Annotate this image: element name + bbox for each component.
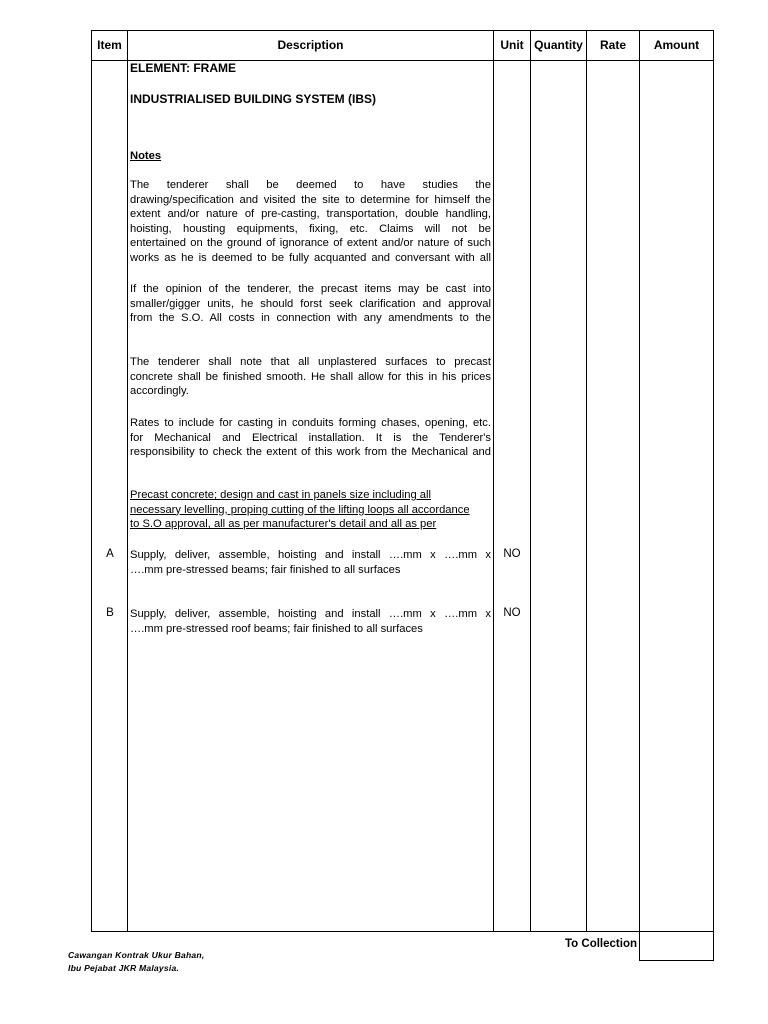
item-a-unit: NO xyxy=(503,548,521,560)
column-border-rate xyxy=(639,30,640,961)
footer-office-line-1: Cawangan Kontrak Ukur Bahan, xyxy=(68,950,205,960)
element-title: ELEMENT: FRAME xyxy=(130,61,236,75)
notes-heading: Notes xyxy=(130,150,162,162)
column-border-right xyxy=(713,30,714,961)
system-title: INDUSTRIALISED BUILDING SYSTEM (IBS) xyxy=(130,92,377,106)
column-border-quantity xyxy=(586,30,587,932)
footer-office-line-2: Ibu Pejabat JKR Malaysia. xyxy=(68,963,180,973)
header-unit: Unit xyxy=(500,38,524,52)
precast-heading: Precast concrete; design and cast in panels size including all necessary levelling, proping cutting of the lifting loops all accordance to S.O approval, all as per manufacturer's detail and all as per xyxy=(130,489,470,530)
item-a-description: Supply, deliver, assemble, hoisting and install ….mm x ….mm x ….mm pre-stressed beams; fair finished to all surfaces xyxy=(130,549,491,576)
note-paragraph-2: If the opinion of the tenderer, the precast items may be cast into smaller/gigger units, he should forst seek clarification and approval from the S.O. All costs in connection with any amendments to the xyxy=(130,283,491,324)
header-rate: Rate xyxy=(599,38,626,52)
header-description: Description xyxy=(277,38,344,52)
item-b-description: Supply, deliver, assemble, hoisting and install ….mm x ….mm x ….mm pre-stressed roof beams; fair finished to all surfaces xyxy=(130,608,491,635)
column-border-unit xyxy=(530,30,531,932)
table-bottom-border xyxy=(91,931,714,932)
item-b-letter: B xyxy=(106,607,114,619)
note-paragraph-4: Rates to include for casting in conduits forming chases, opening, etc. for Mechanical and Electrical installation. It is the Tenderer's responsibility to check the extent of this work from the Mechanical and xyxy=(130,417,491,458)
column-border-left xyxy=(91,30,92,932)
header-amount: Amount xyxy=(653,38,700,52)
item-b-unit: NO xyxy=(503,607,521,619)
note-paragraph-3: The tenderer shall note that all unplastered surfaces to precast concrete shall be finished smooth. He shall allow for this in his prices accordingly. xyxy=(130,356,491,397)
collection-box-bottom xyxy=(639,960,714,961)
column-border-item xyxy=(127,30,128,932)
header-quantity: Quantity xyxy=(534,38,583,52)
column-border-description xyxy=(493,30,494,932)
note-paragraph-1: The tenderer shall be deemed to have studies the drawing/specification and visited the site to determine for himself the extent and/or nature of pre-casting, transportation, double handling, hoisting, housting equipments, fixing, etc. Claims will not be entertained on the ground of ignorance of extent and/or nature of such works as he is deemed to be fully acquanted and conversant with all xyxy=(130,179,491,264)
item-a-letter: A xyxy=(106,548,114,560)
header-item: Item xyxy=(97,38,122,52)
to-collection-label: To Collection xyxy=(565,938,637,950)
